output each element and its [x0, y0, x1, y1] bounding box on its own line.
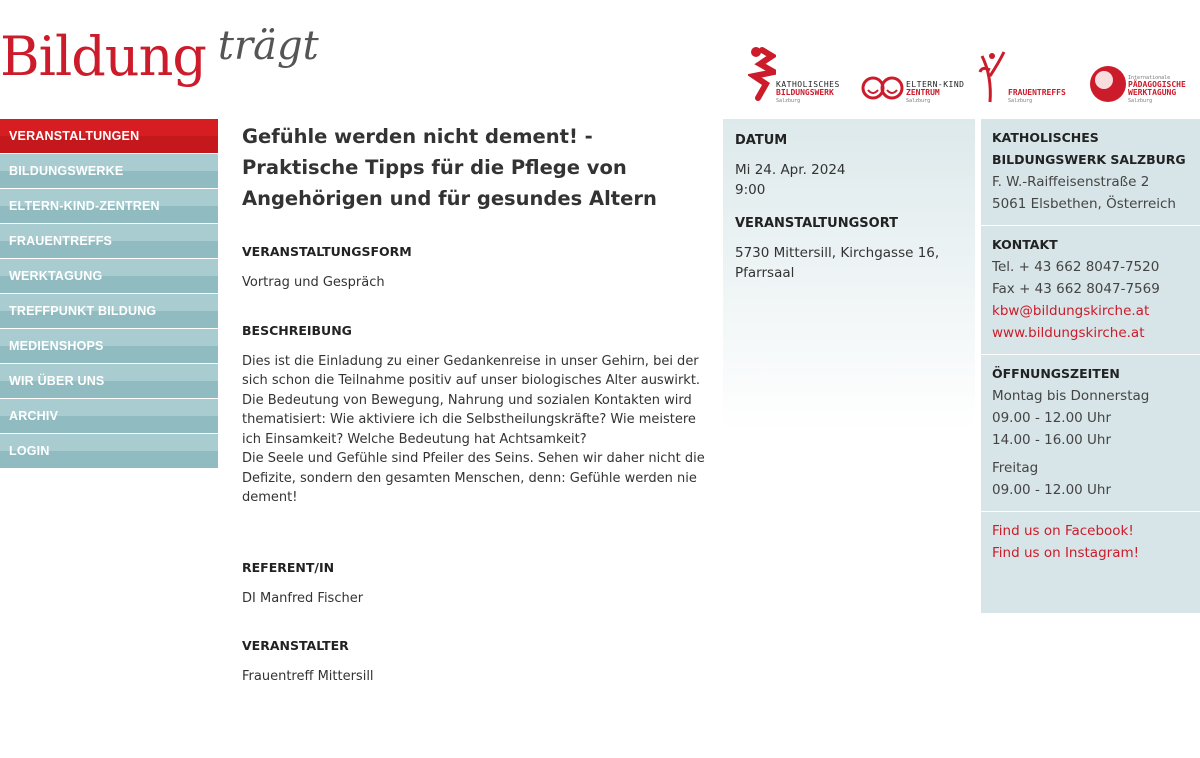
date-day: Mi 24. Apr. 2024 — [735, 162, 846, 178]
hours-days-1: Montag bis Donnerstag — [992, 388, 1150, 404]
referent-text: DI Manfred Fischer — [242, 590, 364, 606]
ekiz-faces-icon — [860, 70, 906, 104]
logo-text-script: trägt — [217, 23, 319, 69]
site-header — [0, 0, 1200, 116]
contact-email-link[interactable]: kbw@bildungskirche.at — [992, 303, 1150, 319]
section-referent — [242, 560, 712, 609]
partner-logo-werktagung[interactable] — [1088, 40, 1198, 104]
partner-ekiz-line3: Salzburg — [906, 98, 931, 104]
partner-werktagung-line2: PÄDAGOGISCHE WERKTAGUNG — [1128, 80, 1186, 97]
description-paragraph-2: Die Seele und Gefühle sind Pfeiler des Seins. Sehen wir daher nicht die Defizite, sondern den gesamten Menschen, denn: Gefühle werden nie dement! — [242, 451, 705, 505]
partner-logo-ekiz[interactable] — [860, 40, 964, 104]
nav-item-bildungswerke[interactable]: BILDUNGSWERKE — [0, 154, 218, 188]
nav-item-veranstaltungen[interactable]: VERANSTALTUNGEN — [0, 119, 218, 153]
contact-website-link[interactable]: www.bildungskirche.at — [992, 325, 1145, 341]
facebook-link[interactable]: Find us on Facebook! — [992, 523, 1134, 539]
site-logo[interactable] — [0, 23, 319, 88]
nav-item-archiv[interactable]: ARCHIV — [0, 399, 218, 433]
nav-item-treffpunkt-bildung[interactable]: TREFFPUNKT BILDUNG — [0, 294, 218, 328]
organizer-heading: VERANSTALTER — [242, 638, 349, 653]
date-value — [735, 160, 963, 200]
nav-item-login[interactable]: LOGIN — [0, 434, 218, 468]
org-street: F. W.-Raiffeisenstraße 2 — [992, 174, 1150, 190]
nav-item-wir-ueber-uns[interactable]: WIR ÜBER UNS — [0, 364, 218, 398]
logo-text-main: Bildung — [0, 25, 206, 88]
partner-frauentreffs-line3: Salzburg — [1008, 98, 1033, 104]
partner-kbw-line2: BILDUNGSWERK — [776, 88, 834, 97]
partner-werktagung-line1: Internationale — [1128, 75, 1171, 81]
opening-hours-heading: ÖFFNUNGSZEITEN — [992, 366, 1120, 381]
instagram-link[interactable]: Find us on Instagram! — [992, 545, 1140, 561]
main-nav — [0, 119, 218, 469]
contact-block — [981, 226, 1200, 355]
event-detail — [242, 121, 712, 717]
nav-item-werktagung[interactable]: WERKTAGUNG — [0, 259, 218, 293]
frauentreffs-figure-icon — [978, 46, 1008, 104]
contact-fax: Fax + 43 662 8047-7569 — [992, 281, 1160, 297]
kbw-figure-icon — [748, 46, 776, 104]
hours-days-2: Freitag — [992, 460, 1039, 476]
description-paragraph-1: Dies ist die Einladung zu einer Gedankenreise in unser Gehirn, bei der sich schon die Teilnahme positiv auf unser biologisches Alter auswirkt. Die Bedeutung von Bewegung, Nahrung und sozialen Kontakten wird thematisiert: Wie aktiviere ich die Selbstheilungskräfte? Wie meistere ich Einsamkeit? Welche Bedeutung hat Achtsamkeit? — [242, 353, 701, 447]
werktagung-circle-icon — [1088, 64, 1128, 104]
location-heading: VERANSTALTUNGSORT — [735, 216, 898, 231]
partner-ekiz-line1: ELTERN-KIND — [906, 80, 965, 89]
section-beschreibung — [242, 323, 712, 508]
section-veranstaltungsform — [242, 244, 712, 293]
section-veranstalter — [242, 638, 712, 687]
partner-kbw-line3: Salzburg — [776, 98, 801, 104]
contact-phone: Tel. + 43 662 8047-7520 — [992, 259, 1160, 275]
partner-werktagung-line3: Salzburg — [1128, 98, 1153, 104]
form-heading: VERANSTALTUNGSFORM — [242, 244, 412, 259]
partner-ekiz-line2: ZENTRUM — [906, 88, 940, 97]
hours-time-1a: 09.00 - 12.00 Uhr — [992, 410, 1112, 426]
partner-frauentreffs-line2: FRAUENTREFFS — [1008, 88, 1066, 97]
opening-hours-block — [981, 355, 1200, 512]
event-title: Gefühle werden nicht dement! - Praktische Tipps für die Pflege von Angehörigen und für gesundes Altern — [242, 125, 657, 210]
organizer-text: Frauentreff Mittersill — [242, 669, 374, 684]
social-block — [981, 512, 1200, 574]
partner-logo-kbw[interactable] — [748, 40, 840, 104]
date-heading: DATUM — [735, 133, 788, 148]
description-heading: BESCHREIBUNG — [242, 322, 352, 338]
nav-item-eltern-kind-zentren[interactable]: ELTERN-KIND-ZENTREN — [0, 189, 218, 223]
form-text: Vortrag und Gespräch — [242, 275, 385, 290]
nav-item-frauentreffs[interactable]: FRAUENTREFFS — [0, 224, 218, 258]
contact-heading: KONTAKT — [992, 237, 1058, 252]
date-time: 9:00 — [735, 182, 766, 198]
nav-item-medienshops[interactable]: MEDIENSHOPS — [0, 329, 218, 363]
org-name-line1: KATHOLISCHES — [992, 130, 1099, 145]
referent-heading: REFERENT/IN — [242, 559, 335, 575]
partner-logo-frauentreffs[interactable] — [978, 40, 1066, 104]
event-info-panel — [723, 119, 975, 639]
hours-time-2: 09.00 - 12.00 Uhr — [992, 482, 1112, 498]
organization-block — [981, 119, 1200, 226]
partner-kbw-line1: KATHOLISCHES — [776, 80, 840, 89]
org-city: 5061 Elsbethen, Österreich — [992, 196, 1176, 212]
org-name-line2: BILDUNGSWERK SALZBURG — [992, 152, 1186, 167]
contact-panel — [981, 119, 1200, 613]
hours-time-1b: 14.00 - 16.00 Uhr — [992, 432, 1112, 448]
location-value: 5730 Mittersill, Kirchgasse 16, Pfarrsaal — [735, 245, 940, 281]
